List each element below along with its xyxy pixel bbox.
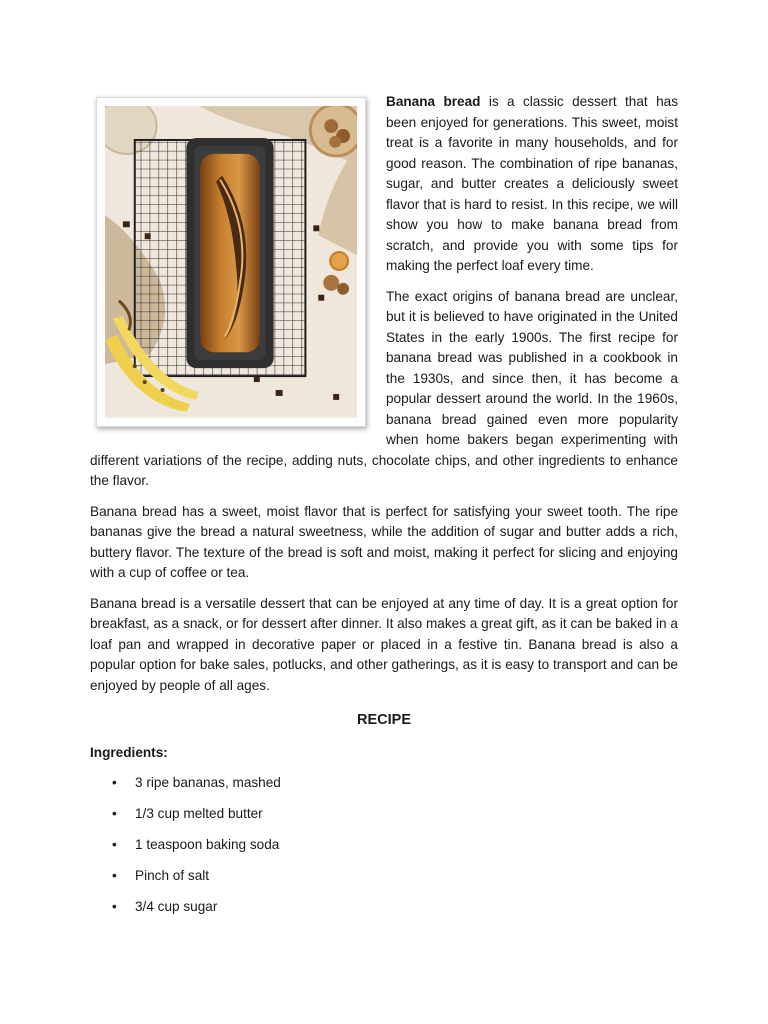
intro-paragraph-1-text: is a classic dessert that has been enjoyed for generations. This sweet, moist treat is a favorite in many households, and for good reason. The combination of ripe bananas, sugar, and butter creates a deliciously sweet flavor that is hard to resist. In this recipe, we will show you how to make banana bread from scratch, and provide you with some tips for making the perfect loaf every time. [386, 94, 678, 273]
ingredient-item: • 3 ripe bananas, mashed [90, 773, 678, 794]
ingredient-item: • 3/4 cup sugar [90, 897, 678, 918]
ingredient-item: • 1/3 cup melted butter [90, 804, 678, 825]
intro-paragraph-2: The exact origins of banana bread are unclear, but it is believed to have originated in the United States in the early 1900s. The first recipe for banana bread was published in a cookbook in the 1930s, and since then, it has become a popular dessert around the world. In the 1960s, banana bread gained even more popularity when home bakers began experimenting with different variations of the recipe, adding nuts, chocolate chips, and other ingredients to enhance the flavor. [90, 288, 678, 488]
ingredient-item: • 1 teaspoon baking soda [90, 835, 678, 856]
body-paragraph-4: Banana bread is a versatile dessert that can be enjoyed at any time of day. It is a great option for breakfast, as a snack, or for dessert after dinner. It also makes a great gift, as it can be baked in a loaf pan and wrapped in decorative paper or placed in a festive tin. Banana bread is also a popular option for bake sales, potlucks, and other gatherings, as it is easy to transport and can be enjoyed by people of all ages. [90, 595, 678, 693]
ingredients-list [90, 773, 678, 918]
body-paragraph-3: Banana bread has a sweet, moist flavor that is perfect for satisfying your sweet tooth. The ripe bananas give the bread a natural sweetness, while the addition of sugar and butter adds a rich, buttery flavor. The texture of the bread is soft and moist, making it perfect for slicing and enjoying with a cup of coffee or tea. [90, 503, 678, 580]
banana-bread-photo [96, 97, 366, 427]
recipe-title: RECIPE [357, 712, 411, 728]
lead-term: Banana bread [386, 94, 481, 109]
ingredients-heading: Ingredients: [90, 744, 168, 760]
ingredient-item: • Pinch of salt [90, 866, 678, 887]
banana-bread-illustration [105, 106, 357, 418]
document-content [90, 92, 678, 928]
